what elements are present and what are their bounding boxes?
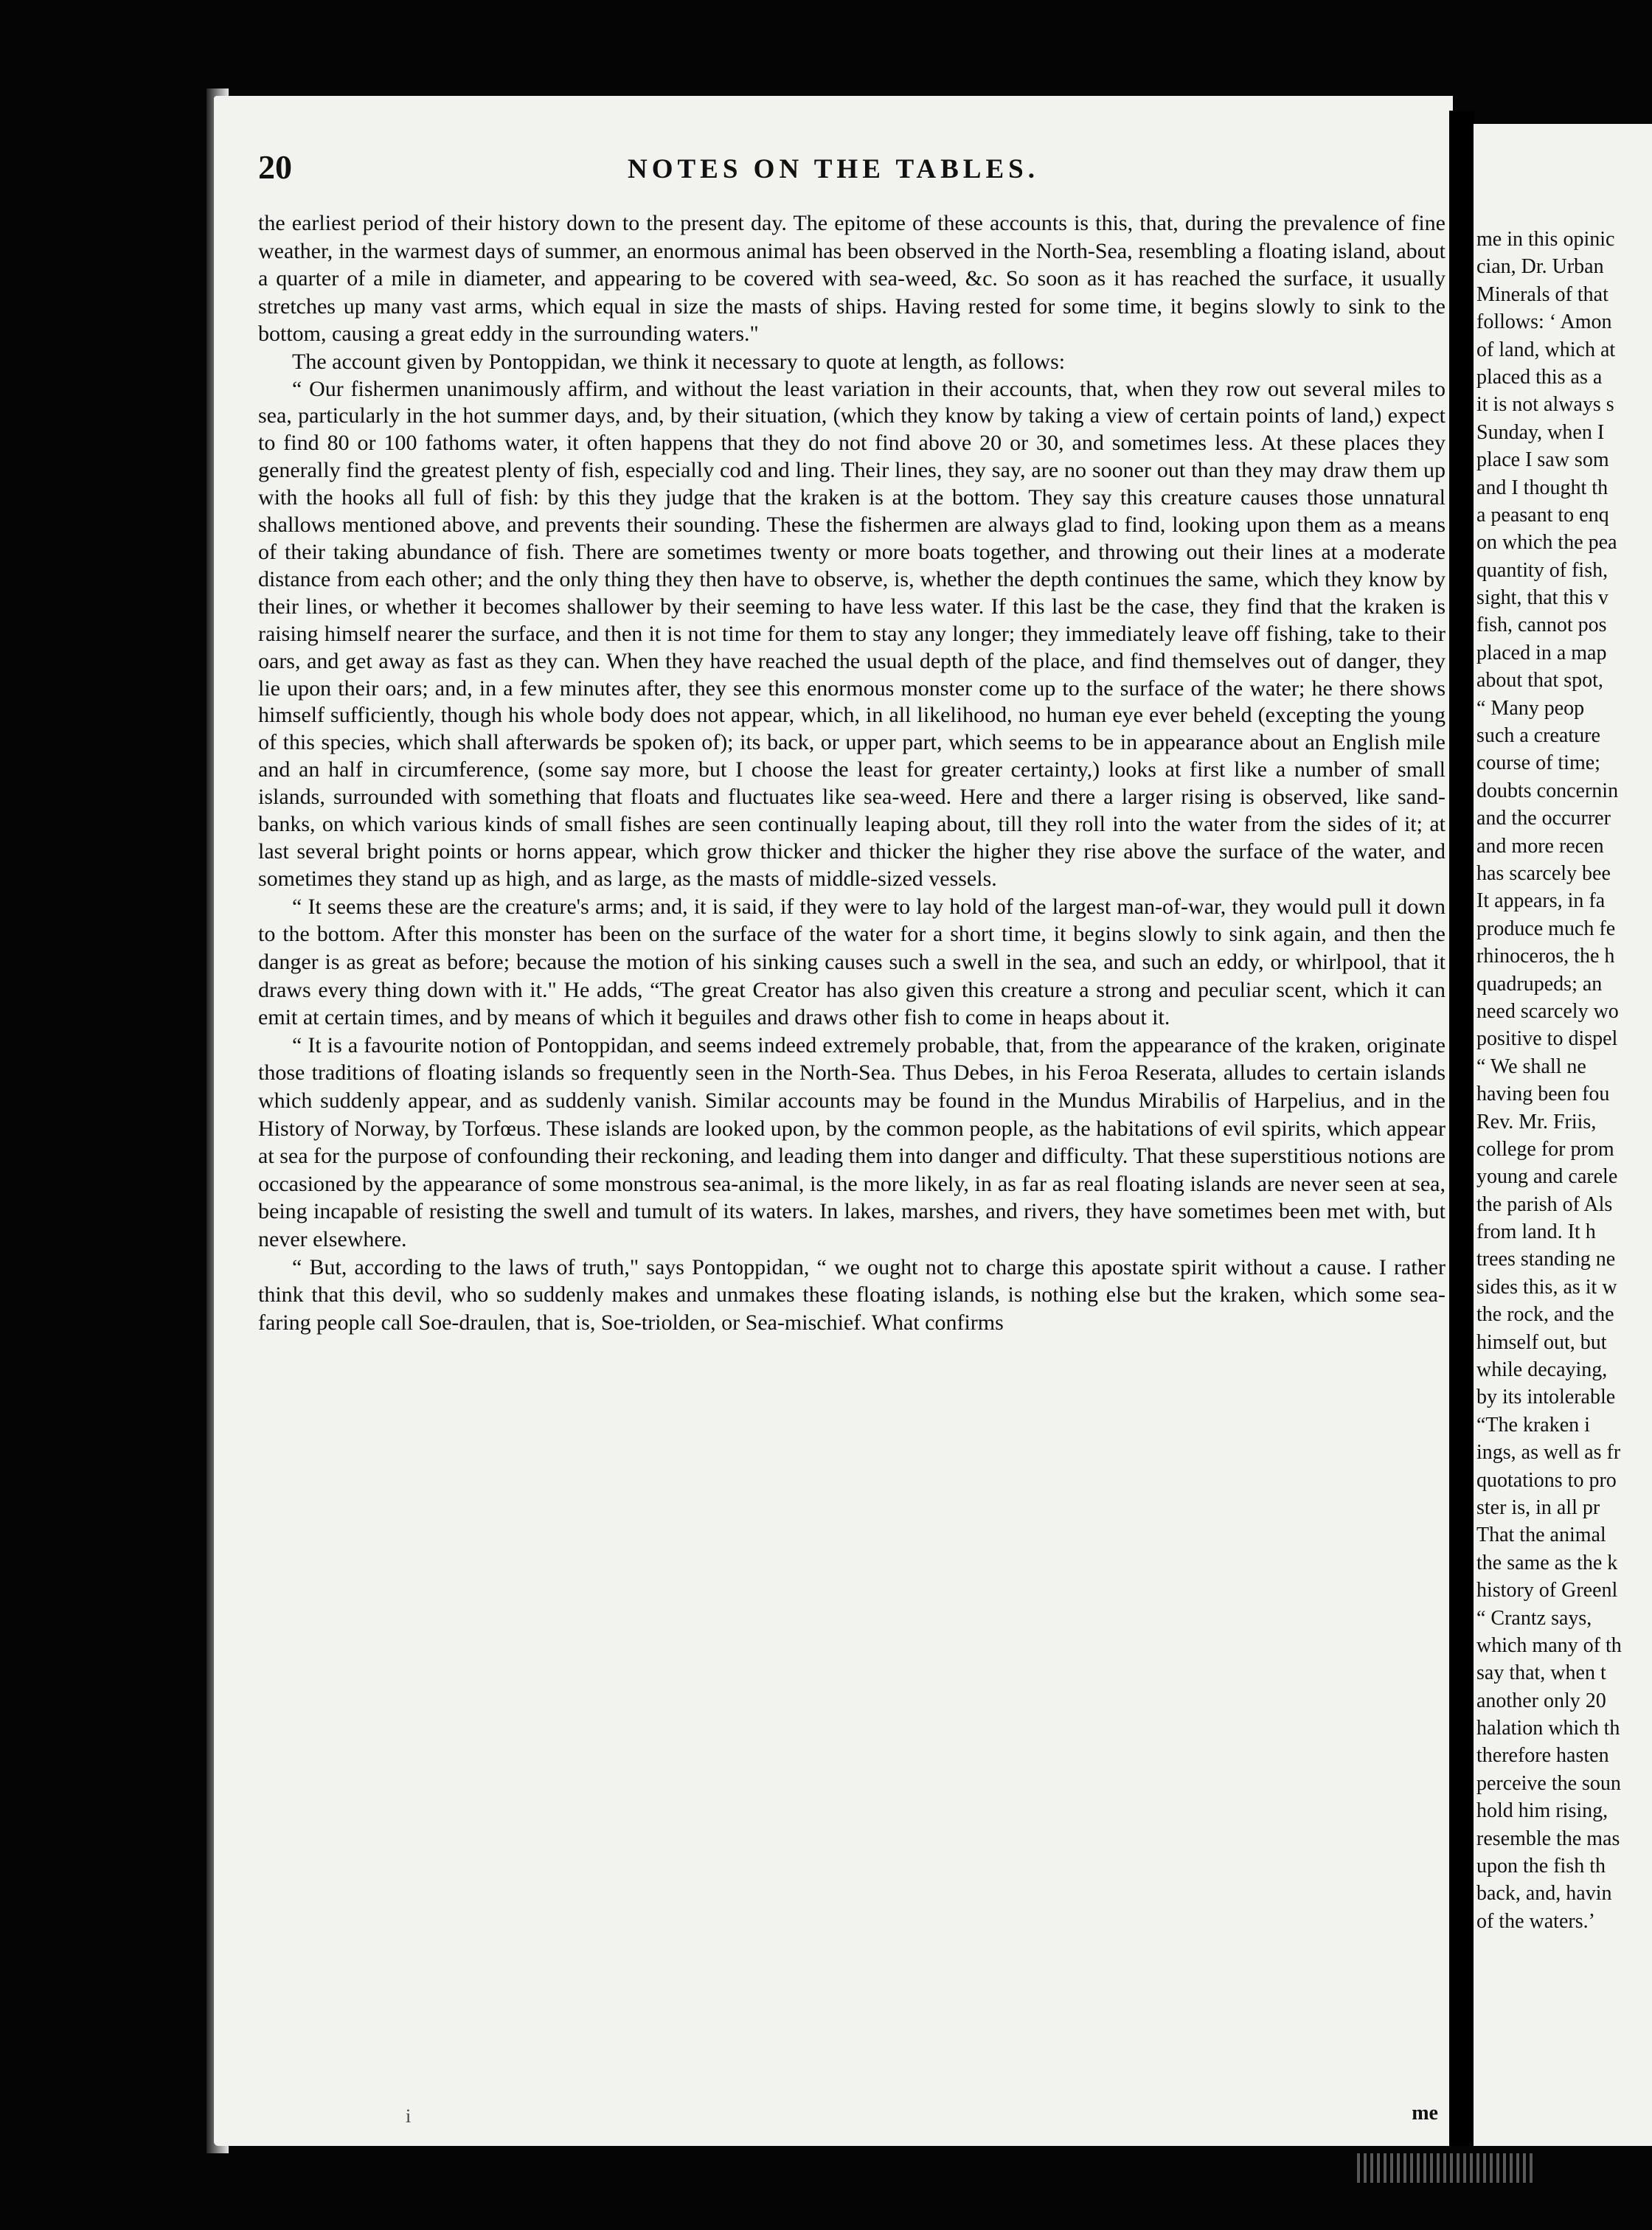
facing-page-line: need scarcely wo bbox=[1476, 999, 1619, 1023]
facing-page-line: himself out, but bbox=[1476, 1330, 1607, 1354]
paragraph-1: the earliest period of their history down to the present day. The epitome of these accounts is this, that, during the prevalence of fine weather, in the warmest days of summer, an enormous animal has been observed in the North-Sea, resembling a floating island, about a quarter of a mile in diameter, and appearing to be covered with sea-weed, &c. So soon as it has reached the surface, it usually stretches up many vast arms, which equal in size the masts of ships. Having rested for some time, it begins slowly to sink to the bottom, causing a great eddy in the surrounding waters." bbox=[258, 211, 1446, 347]
facing-page-line: quadrupeds; an bbox=[1476, 972, 1603, 996]
body-text bbox=[258, 209, 1446, 1336]
facing-page bbox=[1474, 124, 1652, 2146]
page-mark: i bbox=[406, 2105, 412, 2127]
running-head: NOTES ON THE TABLES. bbox=[627, 154, 1039, 184]
facing-page-line: has scarcely bee bbox=[1476, 861, 1611, 885]
facing-page-line: follows: ‘ Amon bbox=[1476, 310, 1612, 334]
facing-page-line: ster is, in all pr bbox=[1476, 1496, 1600, 1519]
facing-page-line: Sunday, when I bbox=[1476, 420, 1605, 444]
facing-page-line: another only 20 bbox=[1476, 1689, 1606, 1712]
facing-page-line: trees standing ne bbox=[1476, 1248, 1616, 1271]
facing-page-line: halation which th bbox=[1476, 1717, 1620, 1740]
facing-page-line: quantity of fish, bbox=[1476, 558, 1608, 582]
facing-page-line: while decaying, bbox=[1476, 1358, 1608, 1382]
facing-page-line: from land. It h bbox=[1476, 1220, 1596, 1244]
facing-page-line: rhinoceros, the h bbox=[1476, 945, 1615, 968]
facing-page-line: of the waters.’ bbox=[1476, 1909, 1595, 1933]
facing-page-line: It appears, in fa bbox=[1476, 889, 1606, 913]
facing-page-line: That the animal bbox=[1476, 1524, 1606, 1547]
facing-page-line: Rev. Mr. Friis, bbox=[1476, 1110, 1597, 1133]
facing-page-line: produce much fe bbox=[1476, 917, 1616, 940]
paragraph-5: “ It is a favourite notion of Pontoppidan, and seems indeed extremely probable, that, from the appearance of the kraken, originate those traditions of floating islands so frequently seen in the North-Sea. Thus Debes, in his Feroa Reserata, alludes to certain islands which suddenly appear, and as suddenly vanish. Similar accounts may be found in the Mundus Mirabilis of Harpelius, and in the History of Norway, by Torfœus. These islands are looked upon, by the common people, as the habitations of evil spirits, which appear at sea for the purpose of confounding their reckoning, and leading them into danger and difficulty. That these superstitious notions are occasioned by the appearance of some monstrous sea-animal, is the more likely, in as far as real floating islands are never seen at sea, being incapable of resisting the swell and tumult of its waters. In lakes, marshes, and rivers, they have sometimes been met with, but never elsewhere. bbox=[258, 1032, 1446, 1251]
facing-page-line: of land, which at bbox=[1476, 338, 1616, 361]
facing-page-line: ings, as well as fr bbox=[1476, 1441, 1621, 1465]
facing-page-line: place I saw som bbox=[1476, 448, 1609, 472]
facing-page-line: having been fou bbox=[1476, 1083, 1610, 1106]
facing-page-text bbox=[1476, 226, 1652, 1935]
facing-page-line: me in this opinic bbox=[1476, 228, 1615, 251]
facing-page-line: resemble the mas bbox=[1476, 1827, 1620, 1850]
paragraph-6: “ But, according to the laws of truth," says Pontoppidan, “ we ought not to charge this apostate spirit without a cause. I rather think that this devil, who so suddenly makes and unmakes these floating islands, is nothing else but the kraken, which some sea-faring people call Soe-draulen, that is, Soe-triolden, or Sea-mischief. What confirms bbox=[258, 1254, 1446, 1335]
facing-page-line: sight, that this v bbox=[1476, 586, 1608, 610]
facing-page-line: “ We shall ne bbox=[1476, 1055, 1586, 1078]
facing-page-line: the parish of Als bbox=[1476, 1192, 1613, 1216]
facing-page-line: the rock, and the bbox=[1476, 1303, 1614, 1327]
facing-page-line: upon the fish th bbox=[1476, 1855, 1606, 1878]
facing-page-line: quotations to pro bbox=[1476, 1468, 1617, 1492]
facing-page-line: and more recen bbox=[1476, 834, 1604, 858]
facing-page-line: sides this, as it w bbox=[1476, 1275, 1617, 1299]
facing-page-line: placed this as a bbox=[1476, 365, 1603, 389]
book-gutter bbox=[1449, 111, 1474, 2146]
page-header bbox=[214, 147, 1453, 206]
facing-page-line: perceive the soun bbox=[1476, 1771, 1621, 1795]
facing-page-line: the same as the k bbox=[1476, 1551, 1618, 1574]
facing-page-line: a peasant to enq bbox=[1476, 503, 1609, 527]
facing-page-line: college for prom bbox=[1476, 1137, 1614, 1161]
paragraph-3: “ Our fishermen unanimously affirm, and without the least variation in their accounts, that, when they row out several miles to sea, particularly in the hot summer days, and, by their situation, (which they know by taking a view of certain points of land,) expect to find 80 or 100 fathoms water, it often happens that they do not find above 20 or 30, and sometimes less. At these places they generally find the greatest plenty of fish, especially cod and ling. Their lines, they say, are no sooner out than they may draw them up with the hooks all full of fish: by this they judge that the kraken is at the bottom. They say this creature causes those unnatural shallows mentioned above, and prevents their sounding. These the fishermen are always glad to find, looking upon them as a means of their taking abundance of fish. There are sometimes twenty or more boats together, and throwing out their lines at a moderate distance from each other; and the only thing they then have to observe, is, whether the depth continues the same, which they know by their lines, or whether it becomes shallower by their seeming to have less water. If this last be the case, they find that the kraken is raising himself nearer the surface, and then it is not time for them to stay any longer; they immediately leave off fishing, take to their oars, and get away as fast as they can. When they have reached the usual depth of the place, and find themselves out of danger, they lie upon their oars; and, in a few minutes after, they see this enormous monster come up to the surface of the water; he there shows himself sufficiently, though his whole body does not appear, which, in all likelihood, no human eye ever beheld (excepting the young of this species, which shall afterwards be spoken of); its back, or upper part, which seems to be in appearance about an English mile and an half in circumference, (some say more, but I choose the least for greater certainty,) looks at first like a number of small islands, surrounded with something that floats and fluctuates like sea-weed. Here and there a larger rising is observed, like sand-banks, on which various kinds of small fishes are seen continually leaping about, till they roll into the water from the sides of it; at last several bright points or horns appear, which grow thicker and thicker the higher they rise above the surface of the water, and sometimes they stand up as high, and as large, as the masts of middle-sized vessels. bbox=[258, 376, 1446, 891]
paragraph-2: The account given by Pontoppidan, we think it necessary to quote at length, as follows: bbox=[292, 349, 1066, 374]
facing-page-line: course of time; bbox=[1476, 751, 1600, 775]
facing-page-line: about that spot, bbox=[1476, 669, 1603, 692]
facing-page-line: history of Greenl bbox=[1476, 1579, 1618, 1602]
facing-page-line: and I thought th bbox=[1476, 476, 1608, 499]
facing-page-line: back, and, havin bbox=[1476, 1882, 1612, 1906]
facing-page-line: therefore hasten bbox=[1476, 1744, 1609, 1768]
catchword: me bbox=[1412, 2102, 1438, 2125]
page-number: 20 bbox=[258, 148, 292, 186]
facing-page-line: young and carele bbox=[1476, 1165, 1618, 1189]
facing-page-line: such a creature bbox=[1476, 724, 1600, 748]
page-edge-strip bbox=[1357, 2153, 1534, 2183]
facing-page-line: “ Many peop bbox=[1476, 696, 1585, 720]
facing-page-line: “The kraken i bbox=[1476, 1413, 1590, 1437]
facing-page-line: hold him rising, bbox=[1476, 1799, 1608, 1823]
facing-page-line: cian, Dr. Urban bbox=[1476, 255, 1604, 279]
left-page bbox=[214, 96, 1453, 2146]
paragraph-4: “ It seems these are the creature's arms; and, it is said, if they were to lay hold of the largest man-of-war, they would pull it down to the bottom. After this monster has been on the surface of the water for a short time, it begins slowly to sink again, and then the danger is as great as before; because the motion of his sinking causes such a swell in the sea, and such an eddy, or whirlpool, that it draws every thing down with it." He adds, “The great Creator has also given this creature a strong and peculiar scent, which it can emit at certain times, and by means of which it beguiles and draws other fish to come in heaps about it. bbox=[258, 894, 1446, 1030]
facing-page-line: placed in a map bbox=[1476, 641, 1607, 664]
facing-page-line: which many of th bbox=[1476, 1633, 1622, 1657]
facing-page-line: “ Crantz says, bbox=[1476, 1606, 1592, 1630]
facing-page-line: by its intolerable bbox=[1476, 1386, 1616, 1409]
facing-page-line: Minerals of that bbox=[1476, 282, 1608, 306]
facing-page-line: positive to dispel bbox=[1476, 1027, 1618, 1051]
facing-page-line: doubts concernin bbox=[1476, 779, 1619, 802]
facing-page-line: say that, when t bbox=[1476, 1661, 1606, 1685]
facing-page-line: it is not always s bbox=[1476, 393, 1614, 417]
facing-page-line: and the occurrer bbox=[1476, 807, 1611, 830]
facing-page-line: fish, cannot pos bbox=[1476, 614, 1607, 637]
facing-page-line: on which the pea bbox=[1476, 531, 1617, 555]
